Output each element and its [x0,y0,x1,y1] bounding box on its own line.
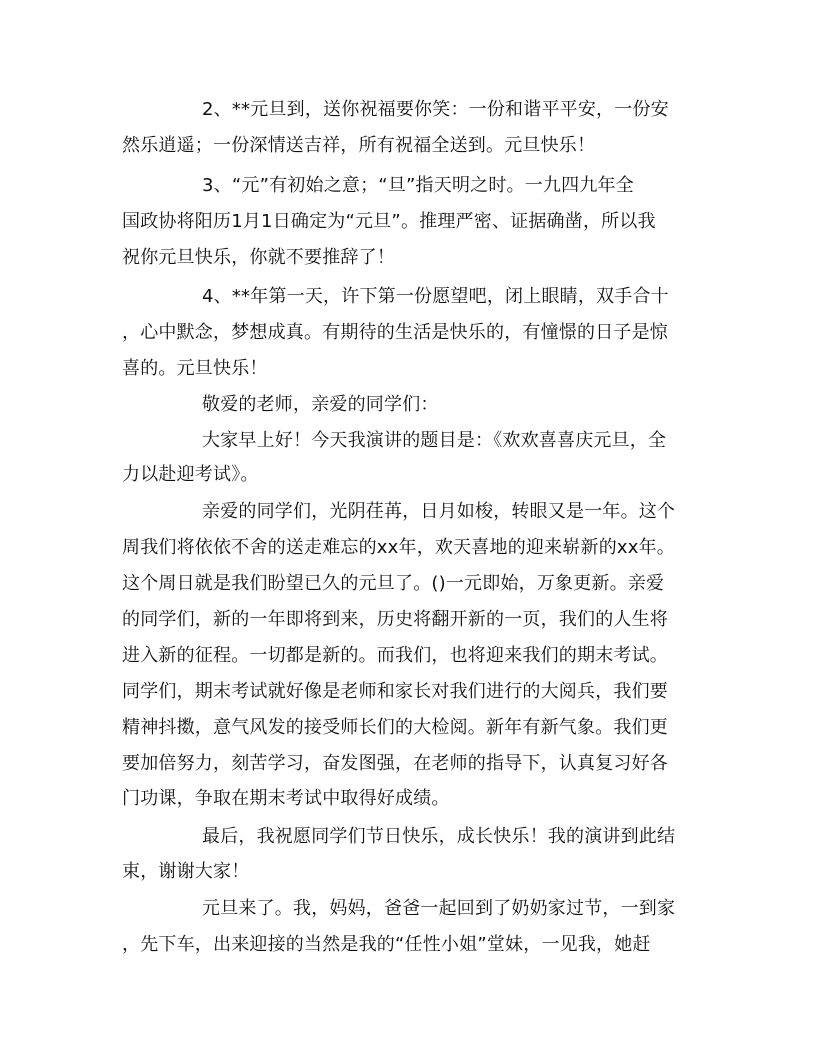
text-line: 的同学们，新的一年即将到来，历史将翻开新的一页，我们的人生将 [122,609,668,630]
text-line: 周我们将依依不舍的送走难忘的xx年，欢天喜地的迎来崭新的xx年。 [122,537,676,558]
text-line: 精神抖擞，意气风发的接受师长们的大检阅。新年有新气象。我们更 [122,717,668,738]
text-line: ，心中默念，梦想成真。有期待的生活是快乐的，有憧憬的日子是惊 [122,322,668,343]
text-line: 亲爱的同学们，光阴荏苒，日月如梭，转眼又是一年。这个 [202,501,676,522]
text-line: 同学们，期末考试就好像是老师和家长对我们进行的大阅兵，我们要 [122,681,668,702]
text-line: ，先下车，出来迎接的当然是我的“任性小姐”堂妹，一见我，她赶 [122,934,651,955]
text-line: 门功课，争取在期末考试中取得好成绩。 [122,788,450,809]
text-line: 国政协将阳历1月1日确定为“元旦”。推理严密、证据确凿，所以我 [122,211,656,232]
text-line: 敬爱的老师，亲爱的同学们： [202,394,439,415]
text-line: 2、**元旦到，送你祝福要你笑：一份和谐平平安，一份安 [202,99,669,120]
text-line: 元旦来了。我，妈妈，爸爸一起回到了奶奶家过节，一到家 [202,898,676,919]
text-line: 最后，我祝愿同学们节日快乐，成长快乐！我的演讲到此结 [202,826,676,847]
text-line: 束，谢谢大家！ [122,861,250,882]
text-line: 大家早上好！今天我演讲的题目是：《欢欢喜喜庆元旦，全 [202,430,667,451]
text-line: 祝你元旦快乐，你就不要推辞了！ [122,247,395,268]
text-line: 进入新的征程。一切都是新的。而我们，也将迎来我们的期末考试。 [122,645,668,666]
text-line: 喜的。元旦快乐！ [122,358,268,379]
text-line: 然乐逍遥；一份深情送吉祥，所有祝福全送到。元旦快乐！ [122,135,596,156]
text-line: 4、**年第一天，许下第一份愿望吧，闭上眼睛，双手合十 [202,286,669,307]
text-line: 要加倍努力，刻苦学习，奋发图强，在老师的指导下，认真复习好各 [122,753,668,774]
text-line: 这个周日就是我们盼望已久的元旦了。()一元即始，万象更新。亲爱 [122,573,665,594]
text-line: 力以赴迎考试》。 [122,464,259,485]
text-line: 3、“元”有初始之意；“旦”指天明之时。一九四九年全 [202,175,634,196]
